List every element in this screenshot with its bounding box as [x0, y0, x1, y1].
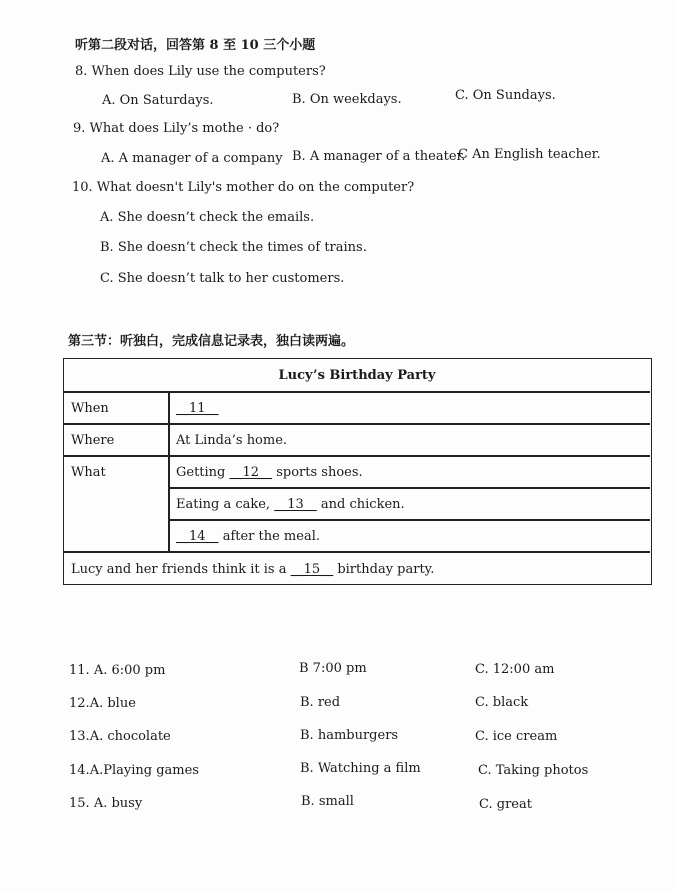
answer-13-option-b[interactable]: B. hamburgers [300, 728, 399, 743]
table-divider [64, 455, 650, 457]
answer-12 [69, 696, 136, 711]
answer-15 [69, 796, 142, 811]
answer-12-option-b[interactable]: B. red [300, 695, 341, 710]
where-value: At Linda’s home. [176, 433, 288, 448]
blank-13[interactable]: __13__ [274, 497, 317, 512]
section3-header: 第三节：听独白，完成信息记录表，独白读两遍。 [68, 334, 355, 349]
blank-12[interactable]: __12__ [229, 465, 273, 480]
answer-number: 11. [69, 663, 90, 678]
answer-14-option-c[interactable]: C. Taking photos [478, 763, 589, 778]
blank-11[interactable]: __11__ [176, 401, 219, 416]
q10-stem: 10. What doesn't Lily's mother do on the computer? [72, 180, 415, 195]
answer-11-option-c[interactable]: C. 12:00 am [475, 662, 555, 677]
table-divider [64, 551, 650, 553]
table-divider [64, 423, 650, 425]
table-divider [168, 519, 650, 521]
table-title: Lucy’s Birthday Party [278, 368, 436, 383]
what-row-3 [176, 529, 320, 544]
answer-15-option-c[interactable]: C. great [479, 797, 532, 812]
q8-option-c[interactable]: C. On Sundays. [455, 88, 556, 103]
q10-option-c[interactable]: C. She doesn’t talk to her customers. [100, 271, 345, 286]
table-divider [64, 391, 650, 393]
what-row-2-post: and chicken. [320, 497, 405, 512]
q10-option-b[interactable]: B. She doesn’t check the times of trains. [100, 240, 367, 255]
q10-option-a[interactable]: A. She doesn’t check the emails. [100, 210, 315, 225]
answer-11-option-b[interactable]: B 7:00 pm [299, 661, 367, 676]
answer-14-option-b[interactable]: B. Watching a film [300, 761, 421, 776]
what-row-2-pre: Eating a cake, [176, 497, 271, 512]
answer-number: 15. [69, 796, 90, 811]
blank-14[interactable]: __14__ [176, 529, 219, 544]
q9-option-b[interactable]: B. A manager of a theater. [292, 149, 466, 164]
answer-14 [69, 763, 199, 778]
answer-number: 12. [69, 696, 90, 711]
answer-14-option-a[interactable]: A.Playing games [89, 763, 199, 778]
answer-12-option-c[interactable]: C. black [475, 695, 529, 710]
table-column-divider [168, 391, 170, 551]
what-row-1-post: sports shoes. [276, 465, 363, 480]
row-label-where: Where [71, 433, 115, 448]
table-divider [168, 487, 650, 489]
answer-number: 14. [69, 763, 90, 778]
answer-15-option-b[interactable]: B. small [301, 794, 354, 809]
section2-header: 听第二段对话，回答第 8 至 10 三个小题 [75, 38, 316, 53]
answer-13 [69, 729, 171, 744]
answer-11 [69, 663, 165, 678]
row-label-what: What [71, 465, 106, 480]
answer-number: 13. [69, 729, 90, 744]
what-row-3-post: after the meal. [222, 529, 320, 544]
info-record-table [63, 358, 652, 585]
q8-option-b[interactable]: B. On weekdays. [292, 92, 402, 107]
q9-option-c[interactable]: C An English teacher. [458, 147, 601, 162]
answer-13-option-c[interactable]: C. ice cream [475, 729, 558, 744]
what-row-1-pre: Getting [176, 465, 226, 480]
q8-stem: 8. When does Lily use the computers? [75, 64, 326, 79]
answer-11-option-a[interactable]: A. 6:00 pm [93, 663, 166, 678]
answer-12-option-a[interactable]: A. blue [89, 696, 136, 711]
q8-option-a[interactable]: A. On Saturdays. [102, 93, 214, 108]
table-footer [71, 562, 434, 577]
what-row-1 [176, 465, 363, 480]
q9-option-a[interactable]: A. A manager of a company [101, 151, 283, 166]
answer-15-option-a[interactable]: A. busy [93, 796, 143, 811]
footer-post: birthday party. [337, 562, 435, 577]
q9-stem: 9. What does Lily’s mothe · do? [73, 121, 280, 136]
row-label-when: When [71, 401, 109, 416]
answer-13-option-a[interactable]: A. chocolate [89, 729, 171, 744]
blank-15[interactable]: __15__ [290, 562, 334, 577]
what-row-2 [176, 497, 405, 512]
footer-pre: Lucy and her friends think it is a [71, 562, 287, 577]
